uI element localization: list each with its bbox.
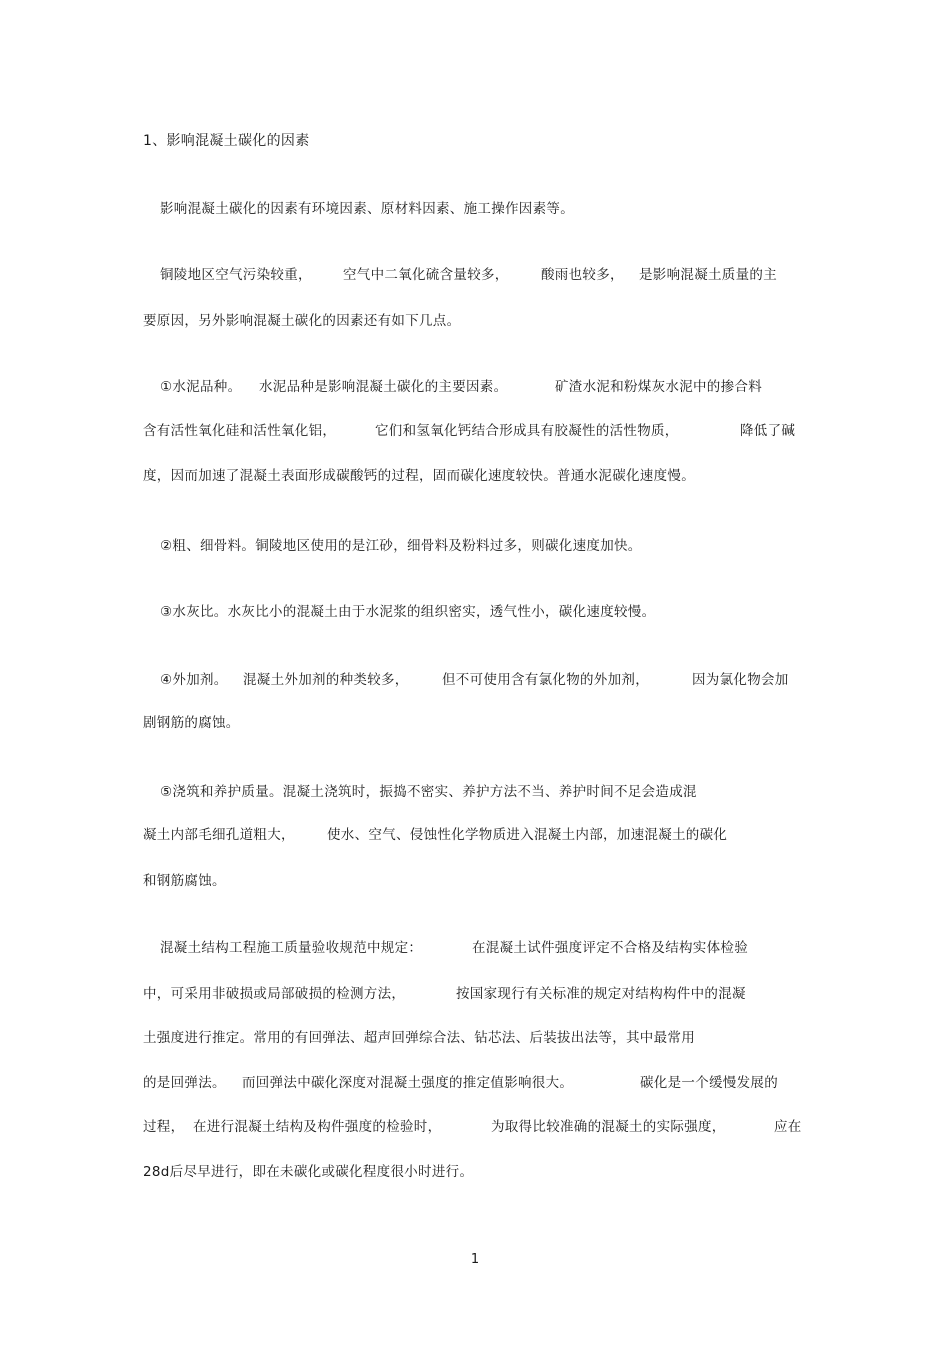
spec-line4-seg3: 碳化是一个缓慢发展的: [640, 1075, 778, 1091]
item1-line2-seg1: 含有活性氧化硅和活性氧化铝，: [143, 423, 337, 439]
item4-line2: 剧钢筋的腐蚀。: [143, 715, 240, 731]
spec-line5-seg1: 过程，: [143, 1119, 185, 1135]
p1-line1-seg2: 空气中二氧化硫含量较多，: [343, 267, 509, 283]
p1-line1-seg4: 是影响混凝土质量的主: [639, 267, 777, 283]
spec-line4-seg2: 而回弹法中碳化深度对混凝土强度的推定值影响很大。: [242, 1075, 574, 1091]
item5-line2-seg2: 使水、空气、侵蚀性化学物质进入混凝土内部，加速混凝土的碳化: [327, 827, 728, 843]
intro-paragraph: 影响混凝土碳化的因素有环境因素、原材料因素、施工操作因素等。: [160, 201, 574, 217]
item4-line1-seg4: 因为氯化物会加: [692, 672, 789, 688]
item1-line2-seg3: 降低了碱: [740, 423, 796, 439]
section-heading: 1、影响混凝土碳化的因素: [143, 133, 310, 149]
item4-line1-seg2: 混凝土外加剂的种类较多，: [243, 672, 409, 688]
p1-line1-seg3: 酸雨也较多，: [541, 267, 624, 283]
item1-line1-seg1: ①水泥品种。: [160, 379, 242, 395]
item1-line1-seg3: 矿渣水泥和粉煤灰水泥中的掺合料: [555, 379, 762, 395]
item5-line2-seg1: 凝土内部毛细孔道粗大，: [143, 827, 295, 843]
item5-line3: 和钢筋腐蚀。: [143, 873, 226, 889]
item4-line1-seg1: ④外加剂。: [160, 672, 228, 688]
item1-line3: 度，因而加速了混凝土表面形成碳酸钙的过程，固而碳化速度较快。普通水泥碳化速度慢。: [143, 468, 695, 484]
spec-line4-seg1: 的是回弹法。: [143, 1075, 226, 1091]
item3-paragraph: ③水灰比。水灰比小的混凝土由于水泥浆的组织密实，透气性小，碳化速度较慢。: [160, 604, 656, 620]
item4-line1-seg3: 但不可使用含有氯化物的外加剂，: [442, 672, 649, 688]
spec-line3: 土强度进行推定。常用的有回弹法、超声回弹综合法、钻芯法、后装拔出法等，其中最常用: [143, 1030, 695, 1046]
spec-line1-seg2: 在混凝土试件强度评定不合格及结构实体检验: [472, 940, 748, 956]
page-number: 1: [470, 1252, 480, 1267]
spec-line5-seg3: 为取得比较准确的混凝土的实际强度，: [491, 1119, 726, 1135]
p1-line1-seg1: 铜陵地区空气污染较重，: [160, 267, 312, 283]
p1-line2: 要原因，另外影响混凝土碳化的因素还有如下几点。: [143, 313, 461, 329]
spec-line5-seg2: 在进行混凝土结构及构件强度的检验时，: [193, 1119, 442, 1135]
item2-paragraph: ②粗、细骨料。铜陵地区使用的是江砂，细骨料及粉料过多，则碳化速度加快。: [160, 538, 642, 554]
spec-line6: 28d后尽早进行，即在未碳化或碳化程度很小时进行。: [143, 1164, 474, 1180]
spec-line2-seg1: 中，可采用非破损或局部破损的检测方法，: [143, 986, 406, 1002]
spec-line1-seg1: 混凝土结构工程施工质量验收规范中规定：: [160, 940, 423, 956]
spec-line2-seg2: 按国家现行有关标准的规定对结构构件中的混凝: [456, 986, 746, 1002]
spec-line5-seg4: 应在: [774, 1119, 802, 1135]
item1-line1-seg2: 水泥品种是影响混凝土碳化的主要因素。: [259, 379, 508, 395]
item1-line2-seg2: 它们和氢氧化钙结合形成具有胶凝性的活性物质，: [375, 423, 679, 439]
item5-line1: ⑤浇筑和养护质量。混凝土浇筑时，振捣不密实、养护方法不当、养护时间不足会造成混: [160, 784, 697, 800]
